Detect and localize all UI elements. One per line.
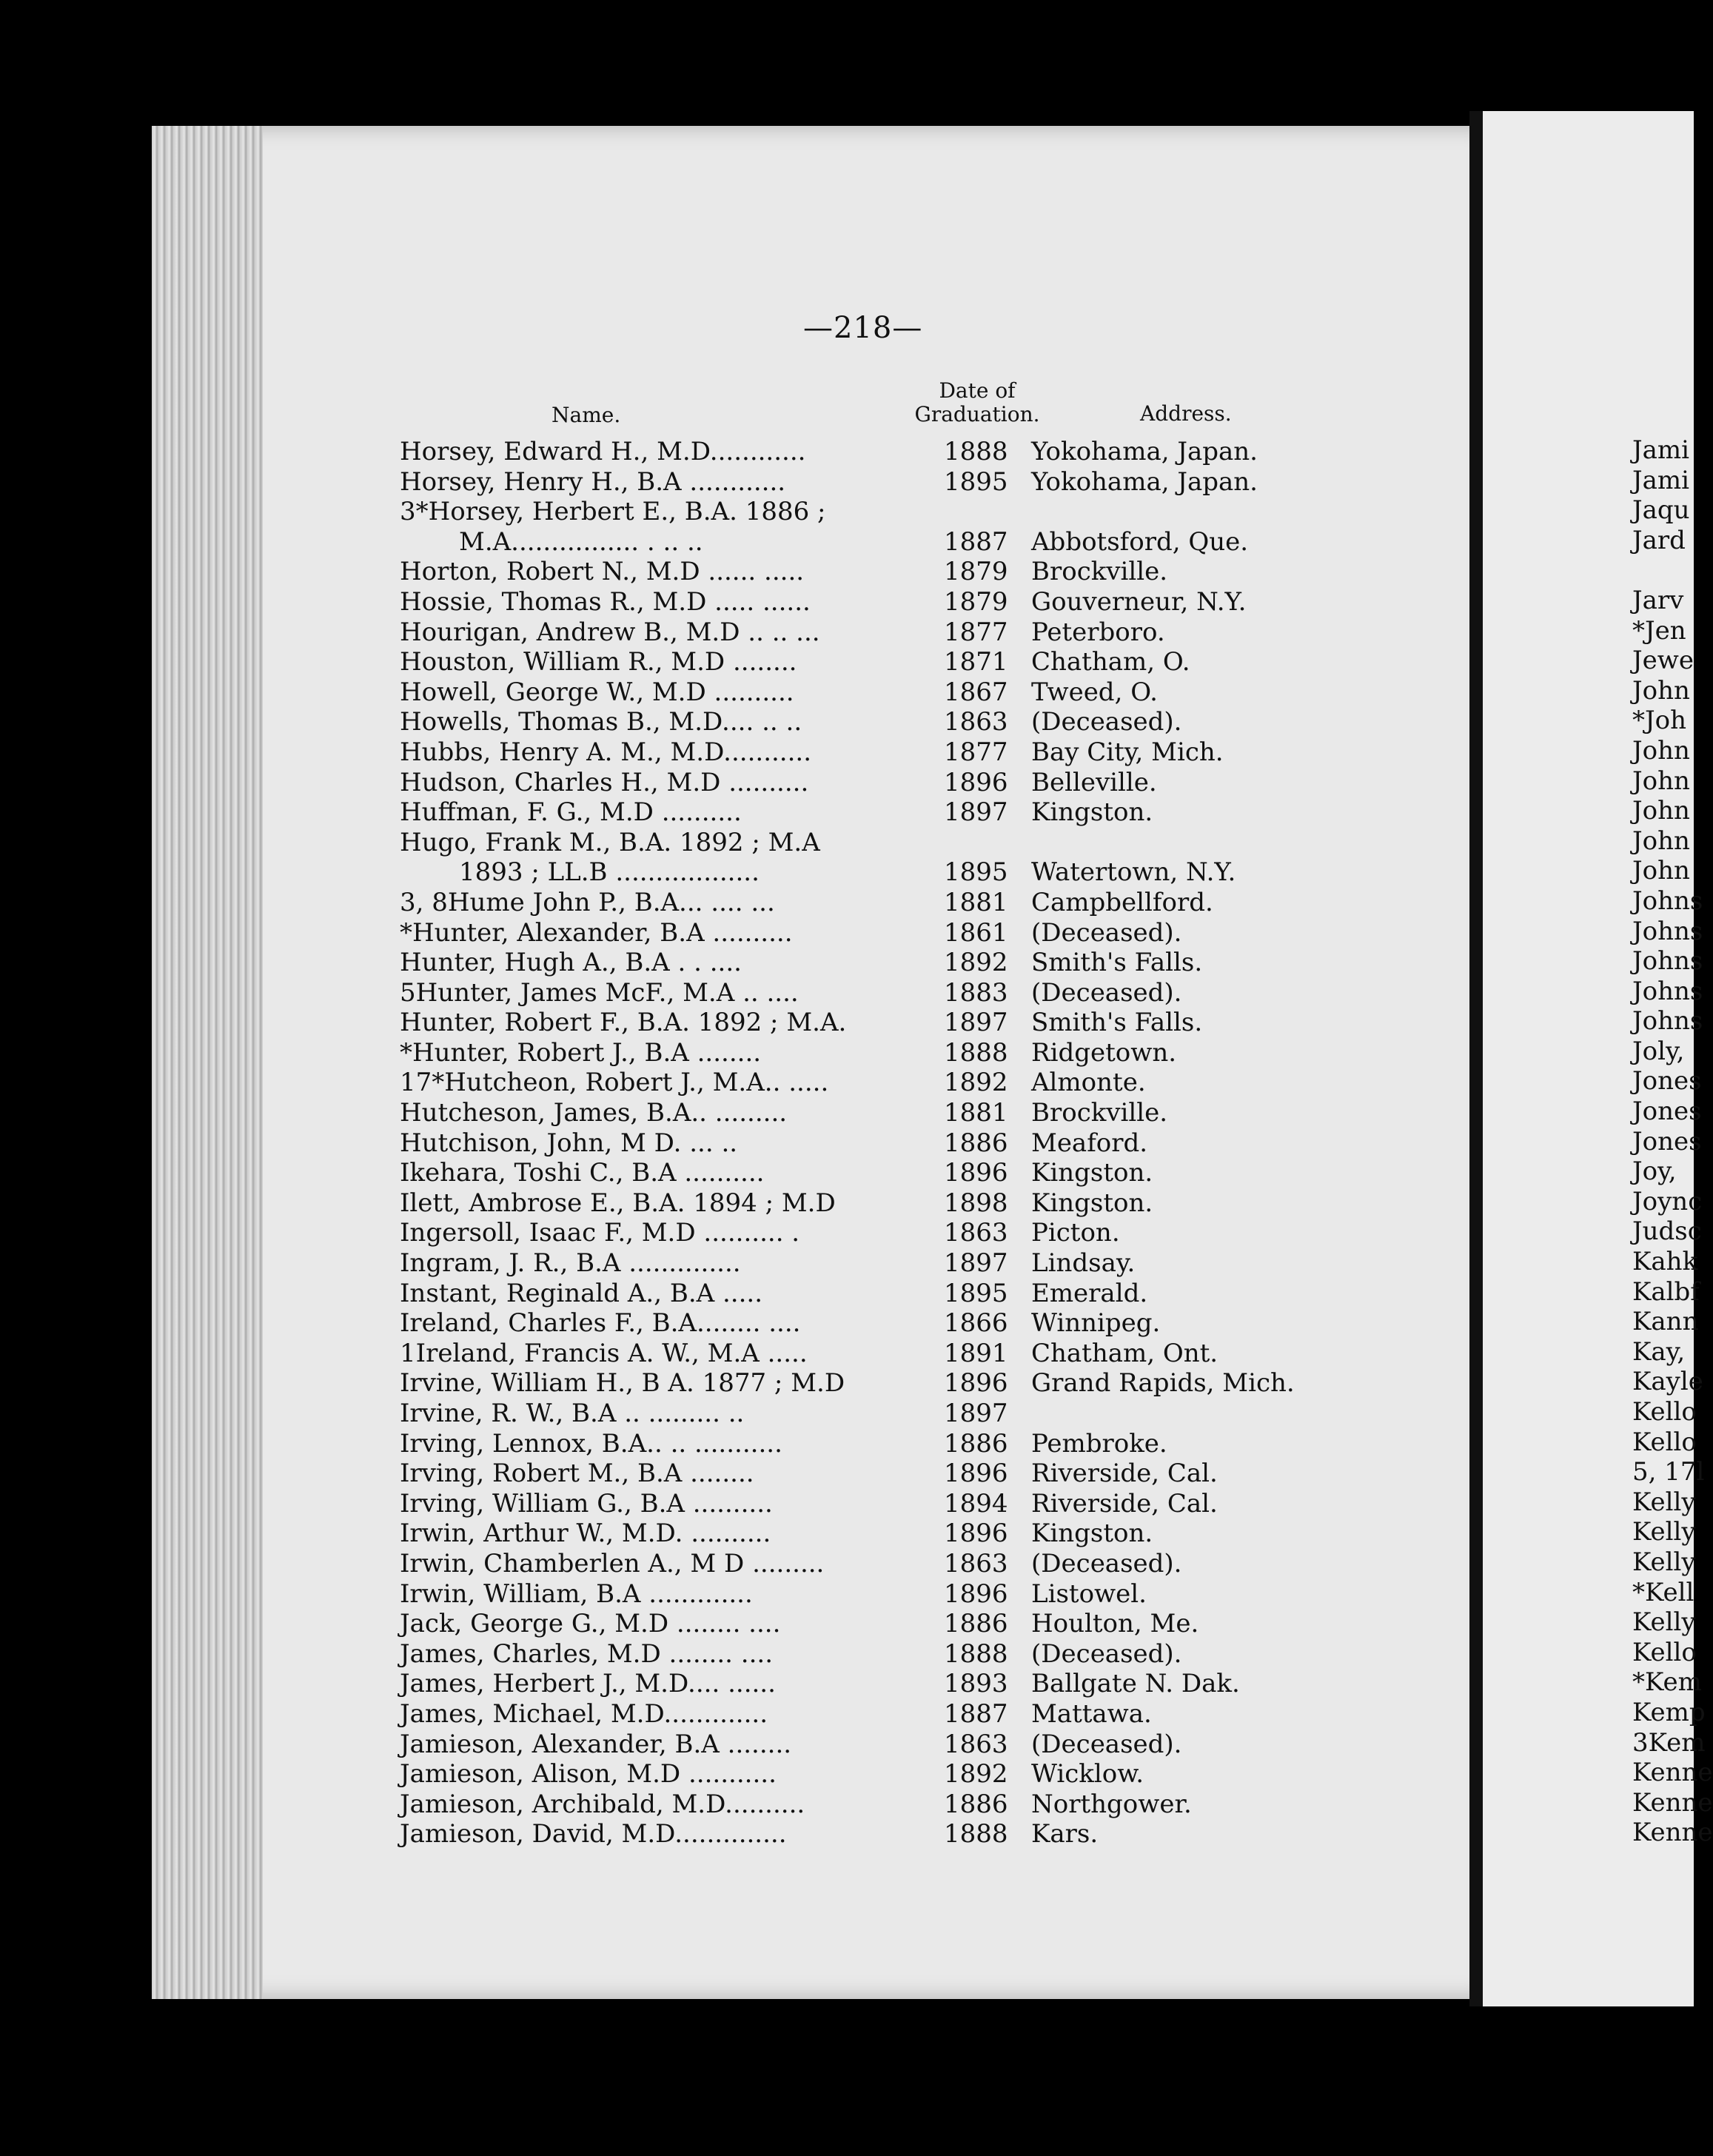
entry-year: 1863 [944, 1729, 1008, 1759]
right-page-fragment: John [1632, 766, 1690, 796]
entry-year: 1896 [944, 1368, 1008, 1399]
entry-name: Horton, Robert N., M.D ...... ..... [400, 557, 805, 587]
entry-year: 1897 [944, 1399, 1008, 1428]
list-item [0, 1699, 1466, 1730]
entry-year: 1896 [944, 1158, 1008, 1188]
entry-address: (Deceased). [1031, 1548, 1182, 1578]
list-item [0, 918, 1466, 948]
entry-address: Brockville. [1031, 1098, 1168, 1128]
entry-address: Chatham, O. [1031, 647, 1190, 677]
list-item [0, 1549, 1466, 1579]
right-page-fragment: Kelly [1632, 1487, 1696, 1517]
list-item [0, 978, 1466, 1008]
entry-name: Jamieson, David, M.D.............. [400, 1819, 787, 1849]
list-item [0, 467, 1466, 498]
right-page-fragment: Kelly [1632, 1517, 1696, 1547]
right-page-fragment: Kahk [1632, 1247, 1698, 1277]
header-date-of-graduation [914, 379, 1040, 426]
graduate-list [0, 437, 1466, 1849]
entry-name: Horsey, Edward H., M.D............ [400, 437, 806, 466]
right-page-fragment: Johns [1632, 1006, 1703, 1037]
entry-year: 1897 [944, 797, 1008, 828]
right-page-fragment: Jami [1632, 465, 1690, 495]
entry-name: *Hunter, Robert J., B.A ........ [400, 1037, 762, 1068]
entry-address: Listowel. [1031, 1578, 1147, 1609]
right-page-fragment: Johns [1632, 946, 1703, 977]
entry-name: Howells, Thomas B., M.D.... .. .. [400, 707, 802, 737]
entry-address: Emerald. [1031, 1278, 1148, 1308]
entry-year: 1893 [944, 1669, 1008, 1699]
right-page-fragment: Kelly [1632, 1547, 1696, 1577]
entry-address: Chatham, Ont. [1031, 1338, 1218, 1368]
entry-name: Irving, William G., B.A .......... [400, 1488, 773, 1519]
right-page-fragment: Kelly [1632, 1607, 1696, 1638]
list-item [0, 1339, 1466, 1369]
entry-year: 1896 [944, 1519, 1008, 1549]
entry-year: 1861 [944, 917, 1008, 948]
header-address: Address. [1140, 401, 1232, 426]
entry-address: Kingston. [1031, 1158, 1153, 1188]
right-page-fragment: *Kem [1632, 1667, 1702, 1698]
entry-name: Hourigan, Andrew B., M.D .. .. ... [400, 617, 820, 647]
right-page-fragment: Johns [1632, 976, 1703, 1006]
entry-name: Ikehara, Toshi C., B.A .......... [400, 1158, 765, 1188]
list-item [0, 1819, 1466, 1849]
right-page-fragment: Kenne [1632, 1758, 1713, 1788]
entry-name: Irvine, R. W., B.A .. ......... .. [400, 1399, 745, 1428]
entry-year: 1877 [944, 737, 1008, 767]
list-item [0, 1308, 1466, 1339]
entry-year: 1892 [944, 948, 1008, 978]
entry-address: Smith's Falls. [1031, 948, 1203, 978]
list-item [0, 888, 1466, 918]
entry-address: (Deceased). [1031, 917, 1182, 948]
entry-name: Jamieson, Alexander, B.A ........ [400, 1729, 792, 1759]
entry-address: Mattawa. [1031, 1698, 1152, 1729]
entry-year: 1896 [944, 1459, 1008, 1489]
entry-year: 1866 [944, 1308, 1008, 1339]
list-item [0, 617, 1466, 648]
entry-name: 17*Hutcheon, Robert J., M.A.. ..... [400, 1068, 829, 1098]
entry-name: James, Charles, M.D ........ .... [400, 1638, 774, 1669]
list-item [0, 797, 1466, 828]
entry-name: Hutchison, John, M D. ... .. [400, 1128, 738, 1158]
entry-name: Horsey, Henry H., B.A ............ [400, 466, 786, 497]
list-item [0, 557, 1466, 587]
right-page-fragment: Judsc [1632, 1216, 1702, 1247]
list-item [0, 587, 1466, 617]
entry-year: 1886 [944, 1609, 1008, 1639]
list-item [0, 527, 1466, 558]
entry-address: Wicklow. [1031, 1759, 1144, 1790]
list-item [0, 1128, 1466, 1159]
entry-year: 1888 [944, 1819, 1008, 1849]
entry-address: Lindsay. [1031, 1248, 1136, 1279]
entry-year: 1886 [944, 1428, 1008, 1459]
entry-name: Hugo, Frank M., B.A. 1892 ; M.A [400, 827, 820, 857]
right-page-fragment: Jones [1632, 1126, 1702, 1156]
entry-name: M.A................ . .. .. [459, 526, 703, 557]
entry-year: 1886 [944, 1128, 1008, 1158]
entry-address: Tweed, O. [1031, 677, 1158, 707]
page-number: —218— [803, 311, 923, 345]
right-page-fragment: Kayle [1632, 1367, 1703, 1397]
entry-name: Instant, Reginald A., B.A ..... [400, 1278, 763, 1308]
entry-address: Bay City, Mich. [1031, 737, 1224, 767]
list-item [0, 1639, 1466, 1670]
entry-name: Ilett, Ambrose E., B.A. 1894 ; M.D [400, 1188, 836, 1218]
right-page-fragment: Joy, [1632, 1156, 1677, 1187]
right-page-fragment: Kenne [1632, 1818, 1713, 1848]
entry-year: 1897 [944, 1248, 1008, 1279]
entry-name: James, Herbert J., M.D.... ...... [400, 1669, 776, 1699]
entry-name: Ingersoll, Isaac F., M.D .......... . [400, 1218, 800, 1248]
right-page-fragment: Kalbf [1632, 1276, 1700, 1307]
list-item [0, 677, 1466, 708]
entry-year: 1895 [944, 857, 1008, 888]
entry-name: Hudson, Charles H., M.D .......... [400, 767, 809, 797]
entry-name: Huffman, F. G., M.D .......... [400, 797, 742, 828]
list-item [0, 1158, 1466, 1188]
right-page-fragment: Joly, [1632, 1036, 1685, 1066]
entry-address: Ballgate N. Dak. [1031, 1669, 1240, 1699]
list-item [0, 1188, 1466, 1219]
right-page-fragment: Kemp [1632, 1697, 1706, 1727]
entry-year: 1896 [944, 767, 1008, 797]
list-item [0, 647, 1466, 677]
entry-address: Kingston. [1031, 797, 1153, 828]
entry-address: Kingston. [1031, 1188, 1153, 1218]
entry-address: Almonte. [1031, 1068, 1146, 1098]
right-page-fragment: John [1632, 675, 1690, 706]
entry-name: Ingram, J. R., B.A .............. [400, 1248, 741, 1279]
right-page-fragment: Jones [1632, 1097, 1702, 1127]
entry-name: Irwin, William, B.A ............. [400, 1578, 753, 1609]
entry-year: 1886 [944, 1789, 1008, 1819]
list-item [0, 857, 1466, 888]
right-page-fragment: Jones [1632, 1066, 1702, 1097]
entry-address: Winnipeg. [1031, 1308, 1161, 1339]
entry-name: Irving, Robert M., B.A ........ [400, 1459, 754, 1489]
right-page-fragment: Kay, [1632, 1336, 1686, 1367]
right-page-fragment: Kello [1632, 1637, 1697, 1667]
entry-year: 1863 [944, 707, 1008, 737]
entry-name: Ireland, Charles F., B.A........ .... [400, 1308, 801, 1339]
right-page-fragment: Kann [1632, 1307, 1699, 1337]
right-page-fragment: Johns [1632, 916, 1703, 946]
entry-address: Yokohama, Japan. [1031, 437, 1258, 466]
right-page-fragment: Kenne [1632, 1787, 1713, 1818]
entry-year: 1892 [944, 1759, 1008, 1790]
list-item [0, 497, 1466, 527]
entry-name: Hunter, Robert F., B.A. 1892 ; M.A. [400, 1008, 847, 1038]
right-page-fragment: John [1632, 856, 1690, 886]
list-item [0, 1429, 1466, 1459]
list-item [0, 1790, 1466, 1820]
list-item [0, 1068, 1466, 1098]
entry-name: Hunter, Hugh A., B.A . . .... [400, 948, 742, 978]
entry-year: 1867 [944, 677, 1008, 707]
entry-name: Jamieson, Alison, M.D ........... [400, 1759, 777, 1790]
entry-year: 1863 [944, 1548, 1008, 1578]
entry-name: Irvine, William H., B A. 1877 ; M.D [400, 1368, 845, 1399]
entry-name: Jack, George G., M.D ........ .... [400, 1609, 781, 1639]
entry-address: (Deceased). [1031, 707, 1182, 737]
entry-address: Northgower. [1031, 1789, 1192, 1819]
entry-year: 1863 [944, 1218, 1008, 1248]
right-page-fragment: Jami [1632, 435, 1690, 465]
list-item [0, 1669, 1466, 1699]
entry-year: 1898 [944, 1188, 1008, 1218]
entry-year: 1892 [944, 1068, 1008, 1098]
list-item [0, 1248, 1466, 1279]
list-item [0, 1368, 1466, 1399]
entry-address: Picton. [1031, 1218, 1120, 1248]
entry-address: Yokohama, Japan. [1031, 466, 1258, 497]
list-item [0, 1038, 1466, 1068]
entry-name: 5Hunter, James McF., M.A .. .... [400, 977, 799, 1008]
entry-year: 1894 [944, 1488, 1008, 1519]
entry-address: Kingston. [1031, 1519, 1153, 1549]
entry-address: Grand Rapids, Mich. [1031, 1368, 1295, 1399]
list-item [0, 1730, 1466, 1760]
entry-address: Peterboro. [1031, 617, 1165, 647]
list-item [0, 1489, 1466, 1519]
list-item [0, 948, 1466, 978]
entry-address: Riverside, Cal. [1031, 1459, 1218, 1489]
list-item [0, 1399, 1466, 1429]
entry-year: 1891 [944, 1338, 1008, 1368]
entry-address: Gouverneur, N.Y. [1031, 586, 1247, 617]
entry-address: Ridgetown. [1031, 1037, 1177, 1068]
right-page-fragment: *Joh [1632, 706, 1686, 736]
right-page-fragment: Jard [1632, 525, 1686, 555]
entry-address: Belleville. [1031, 767, 1157, 797]
list-item [0, 1279, 1466, 1309]
entry-name: Hossie, Thomas R., M.D ..... ...... [400, 586, 811, 617]
entry-year: 1895 [944, 466, 1008, 497]
entry-address: Brockville. [1031, 557, 1168, 587]
list-item [0, 1459, 1466, 1489]
entry-name: Howell, George W., M.D .......... [400, 677, 794, 707]
entry-year: 1887 [944, 1698, 1008, 1729]
entry-name: Houston, William R., M.D ........ [400, 647, 797, 677]
right-page-fragment: Jewe [1632, 646, 1694, 676]
list-item [0, 828, 1466, 858]
entry-address: Campbellford. [1031, 887, 1213, 917]
header-name: Name. [552, 403, 621, 427]
list-item [0, 737, 1466, 768]
right-page-fragment: Johns [1632, 886, 1703, 916]
entry-name: Hubbs, Henry A. M., M.D........... [400, 737, 812, 767]
list-item [0, 437, 1466, 467]
right-page-fragment [1632, 555, 1713, 586]
entry-name: James, Michael, M.D............. [400, 1698, 768, 1729]
entry-year: 1883 [944, 977, 1008, 1008]
entry-name: 1Ireland, Francis A. W., M.A ..... [400, 1338, 808, 1368]
entry-address: Smith's Falls. [1031, 1008, 1203, 1038]
entry-address: Meaford. [1031, 1128, 1148, 1158]
list-item [0, 1579, 1466, 1610]
right-page-fragment: John [1632, 826, 1690, 856]
entry-address: (Deceased). [1031, 977, 1182, 1008]
entry-year: 1888 [944, 1638, 1008, 1669]
entry-address: Kars. [1031, 1819, 1099, 1849]
entry-year: 1879 [944, 586, 1008, 617]
entry-year: 1896 [944, 1578, 1008, 1609]
entry-name: 1893 ; LL.B .................. [459, 857, 760, 888]
entry-address: Pembroke. [1031, 1428, 1167, 1459]
entry-year: 1871 [944, 647, 1008, 677]
entry-name: Irwin, Arthur W., M.D. .......... [400, 1519, 771, 1549]
right-page-fragment: Joync [1632, 1186, 1703, 1216]
entry-year: 1877 [944, 617, 1008, 647]
list-item [0, 1098, 1466, 1128]
entry-address: (Deceased). [1031, 1638, 1182, 1669]
book-gutter [1469, 111, 1483, 2006]
list-item [0, 1759, 1466, 1790]
entry-name: Irving, Lennox, B.A.. .. ........... [400, 1428, 782, 1459]
list-item [0, 768, 1466, 798]
entry-name: 3, 8Hume John P., B.A... .... ... [400, 887, 775, 917]
header-date-line1: Date of [939, 378, 1016, 403]
right-page-fragment: *Kell [1632, 1577, 1694, 1607]
list-item [0, 1008, 1466, 1038]
entry-name: Jamieson, Archibald, M.D.......... [400, 1789, 805, 1819]
entry-address: Abbotsford, Que. [1031, 526, 1249, 557]
entry-year: 1881 [944, 1098, 1008, 1128]
entry-address: (Deceased). [1031, 1729, 1182, 1759]
entry-name: 3*Horsey, Herbert E., B.A. 1886 ; [400, 497, 826, 527]
entry-year: 1881 [944, 887, 1008, 917]
entry-name: *Hunter, Alexander, B.A .......... [400, 917, 793, 948]
entry-address: Houlton, Me. [1031, 1609, 1199, 1639]
list-item [0, 1519, 1466, 1549]
right-page-fragment: John [1632, 796, 1690, 826]
right-page-fragment: Kello [1632, 1397, 1697, 1427]
entry-year: 1888 [944, 437, 1008, 466]
right-page-fragment: Jarv [1632, 585, 1684, 615]
list-item [0, 1609, 1466, 1639]
right-page-fragment: 3Kem [1632, 1727, 1706, 1758]
right-page-fragments [1632, 435, 1713, 1848]
entry-name: Hutcheson, James, B.A.. ......... [400, 1098, 788, 1128]
entry-address: Watertown, N.Y. [1031, 857, 1236, 888]
right-page-fragment: Jaqu [1632, 495, 1690, 526]
entry-year: 1879 [944, 557, 1008, 587]
entry-year: 1895 [944, 1278, 1008, 1308]
list-item [0, 707, 1466, 737]
entry-address: Riverside, Cal. [1031, 1488, 1218, 1519]
right-page-fragment: 5, 17l [1632, 1457, 1705, 1487]
entry-year: 1897 [944, 1008, 1008, 1038]
right-page-fragment: *Jen [1632, 615, 1686, 646]
right-page-fragment: John [1632, 735, 1690, 766]
right-page-fragment: Kello [1632, 1427, 1697, 1457]
entry-name: Irwin, Chamberlen A., M D ......... [400, 1548, 825, 1578]
entry-year: 1888 [944, 1037, 1008, 1068]
header-date-line2: Graduation. [914, 402, 1040, 426]
entry-year: 1887 [944, 526, 1008, 557]
list-item [0, 1218, 1466, 1248]
